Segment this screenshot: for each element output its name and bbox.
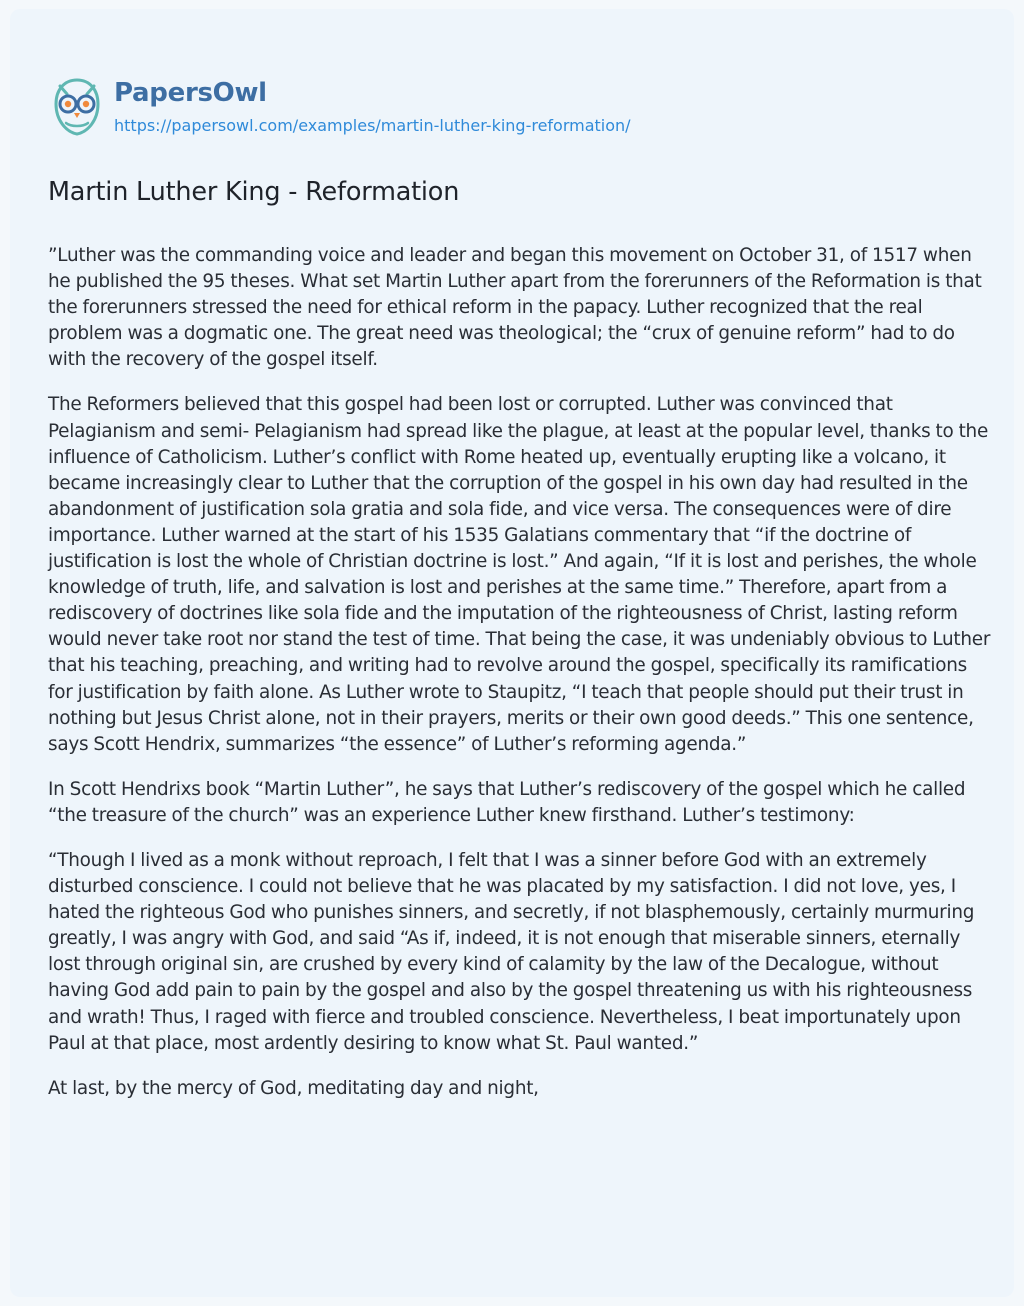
site-header (52, 67, 631, 147)
source-url-link[interactable]: https://papersowl.com/examples/martin-luther-king-reformation/ (114, 116, 631, 135)
paragraph: In Scott Hendrixs book “Martin Luther”, he says that Luther’s rediscovery of the gospel which he called “the treasure of the church” was an experience Luther knew firsthand. Luther’s testimony: (48, 778, 966, 826)
paragraph: ”Luther was the commanding voice and leader and began this movement on October 31, of 1517 when he published the 95 theses. What set Martin Luther apart from the forerunners of the Reformation is that the forerunners stressed the need for ethical reform in the papacy. Luther recognized that the real problem was a dogmatic one. The great need was theological; the “crux of genuine reform” had to do with the recovery of the gospel itself. (48, 245, 982, 371)
document-card (10, 9, 1014, 1297)
brand-block (114, 77, 631, 137)
owl-logo-icon[interactable] (52, 76, 102, 138)
paragraph: The Reformers believed that this gospel had been lost or corrupted. Luther was convinced that Pelagianism and semi- Pelagianism had spread like the plague, at least at the popular level, thanks to the influence of Catholicism. Luther’s conflict with Rome heated up, eventually erupting like a volcano, it became increasingly clear to Luther that the corruption of the gospel in his own day had resulted in the abandonment of justification sola gratia and sola fide, and vice versa. The consequences were of dire importance. Luther warned at the start of his 1535 Galatians commentary that “if the doctrine of justification is lost the whole of Christian doctrine is lost.” And again, “If it is lost and perishes, the whole knowledge of truth, life, and salvation is lost and perishes at the same time.” Therefore, apart from a rediscovery of doctrines like sola fide and the imputation of the righteousness of Christ, lasting reform would never take root nor stand the test of time. That being the case, it was undeniably obvious to Luther that his teaching, preaching, and writing had to revolve around the gospel, specifically its ramifications for justification by faith alone. As Luther wrote to Staupitz, “I teach that people should put their trust in nothing but Jesus Christ alone, not in their prayers, merits or their own good deeds.” This one sentence, says Scott Hendrix, summarizes “the essence” of Luther’s reforming agenda.” (48, 394, 991, 755)
article-body (48, 243, 992, 1121)
paragraph: “Though I lived as a monk without reproach, I felt that I was a sinner before God with an extremely disturbed conscience. I could not believe that he was placated by my satisfaction. I did not love, yes, I hated the righteous God who punishes sinners, and secretly, if not blasphemously, certainly murmuring greatly, I was angry with God, and said “As if, indeed, it is not enough that miserable sinners, eternally lost through original sin, are crushed by every kind of calamity by the law of the Decalogue, without having God add pain to pain by the gospel and also by the gospel threatening us with his righteousness and wrath! Thus, I raged with fierce and troubled conscience. Nevertheless, I beat importunately upon Paul at that place, most ardently desiring to know what St. Paul wanted.” (48, 849, 975, 1054)
brand-name[interactable]: PapersOwl (114, 78, 267, 108)
paragraph: At last, by the mercy of God, meditating day and night, (48, 1077, 539, 1099)
page-title: Martin Luther King - Reformation (48, 177, 460, 207)
